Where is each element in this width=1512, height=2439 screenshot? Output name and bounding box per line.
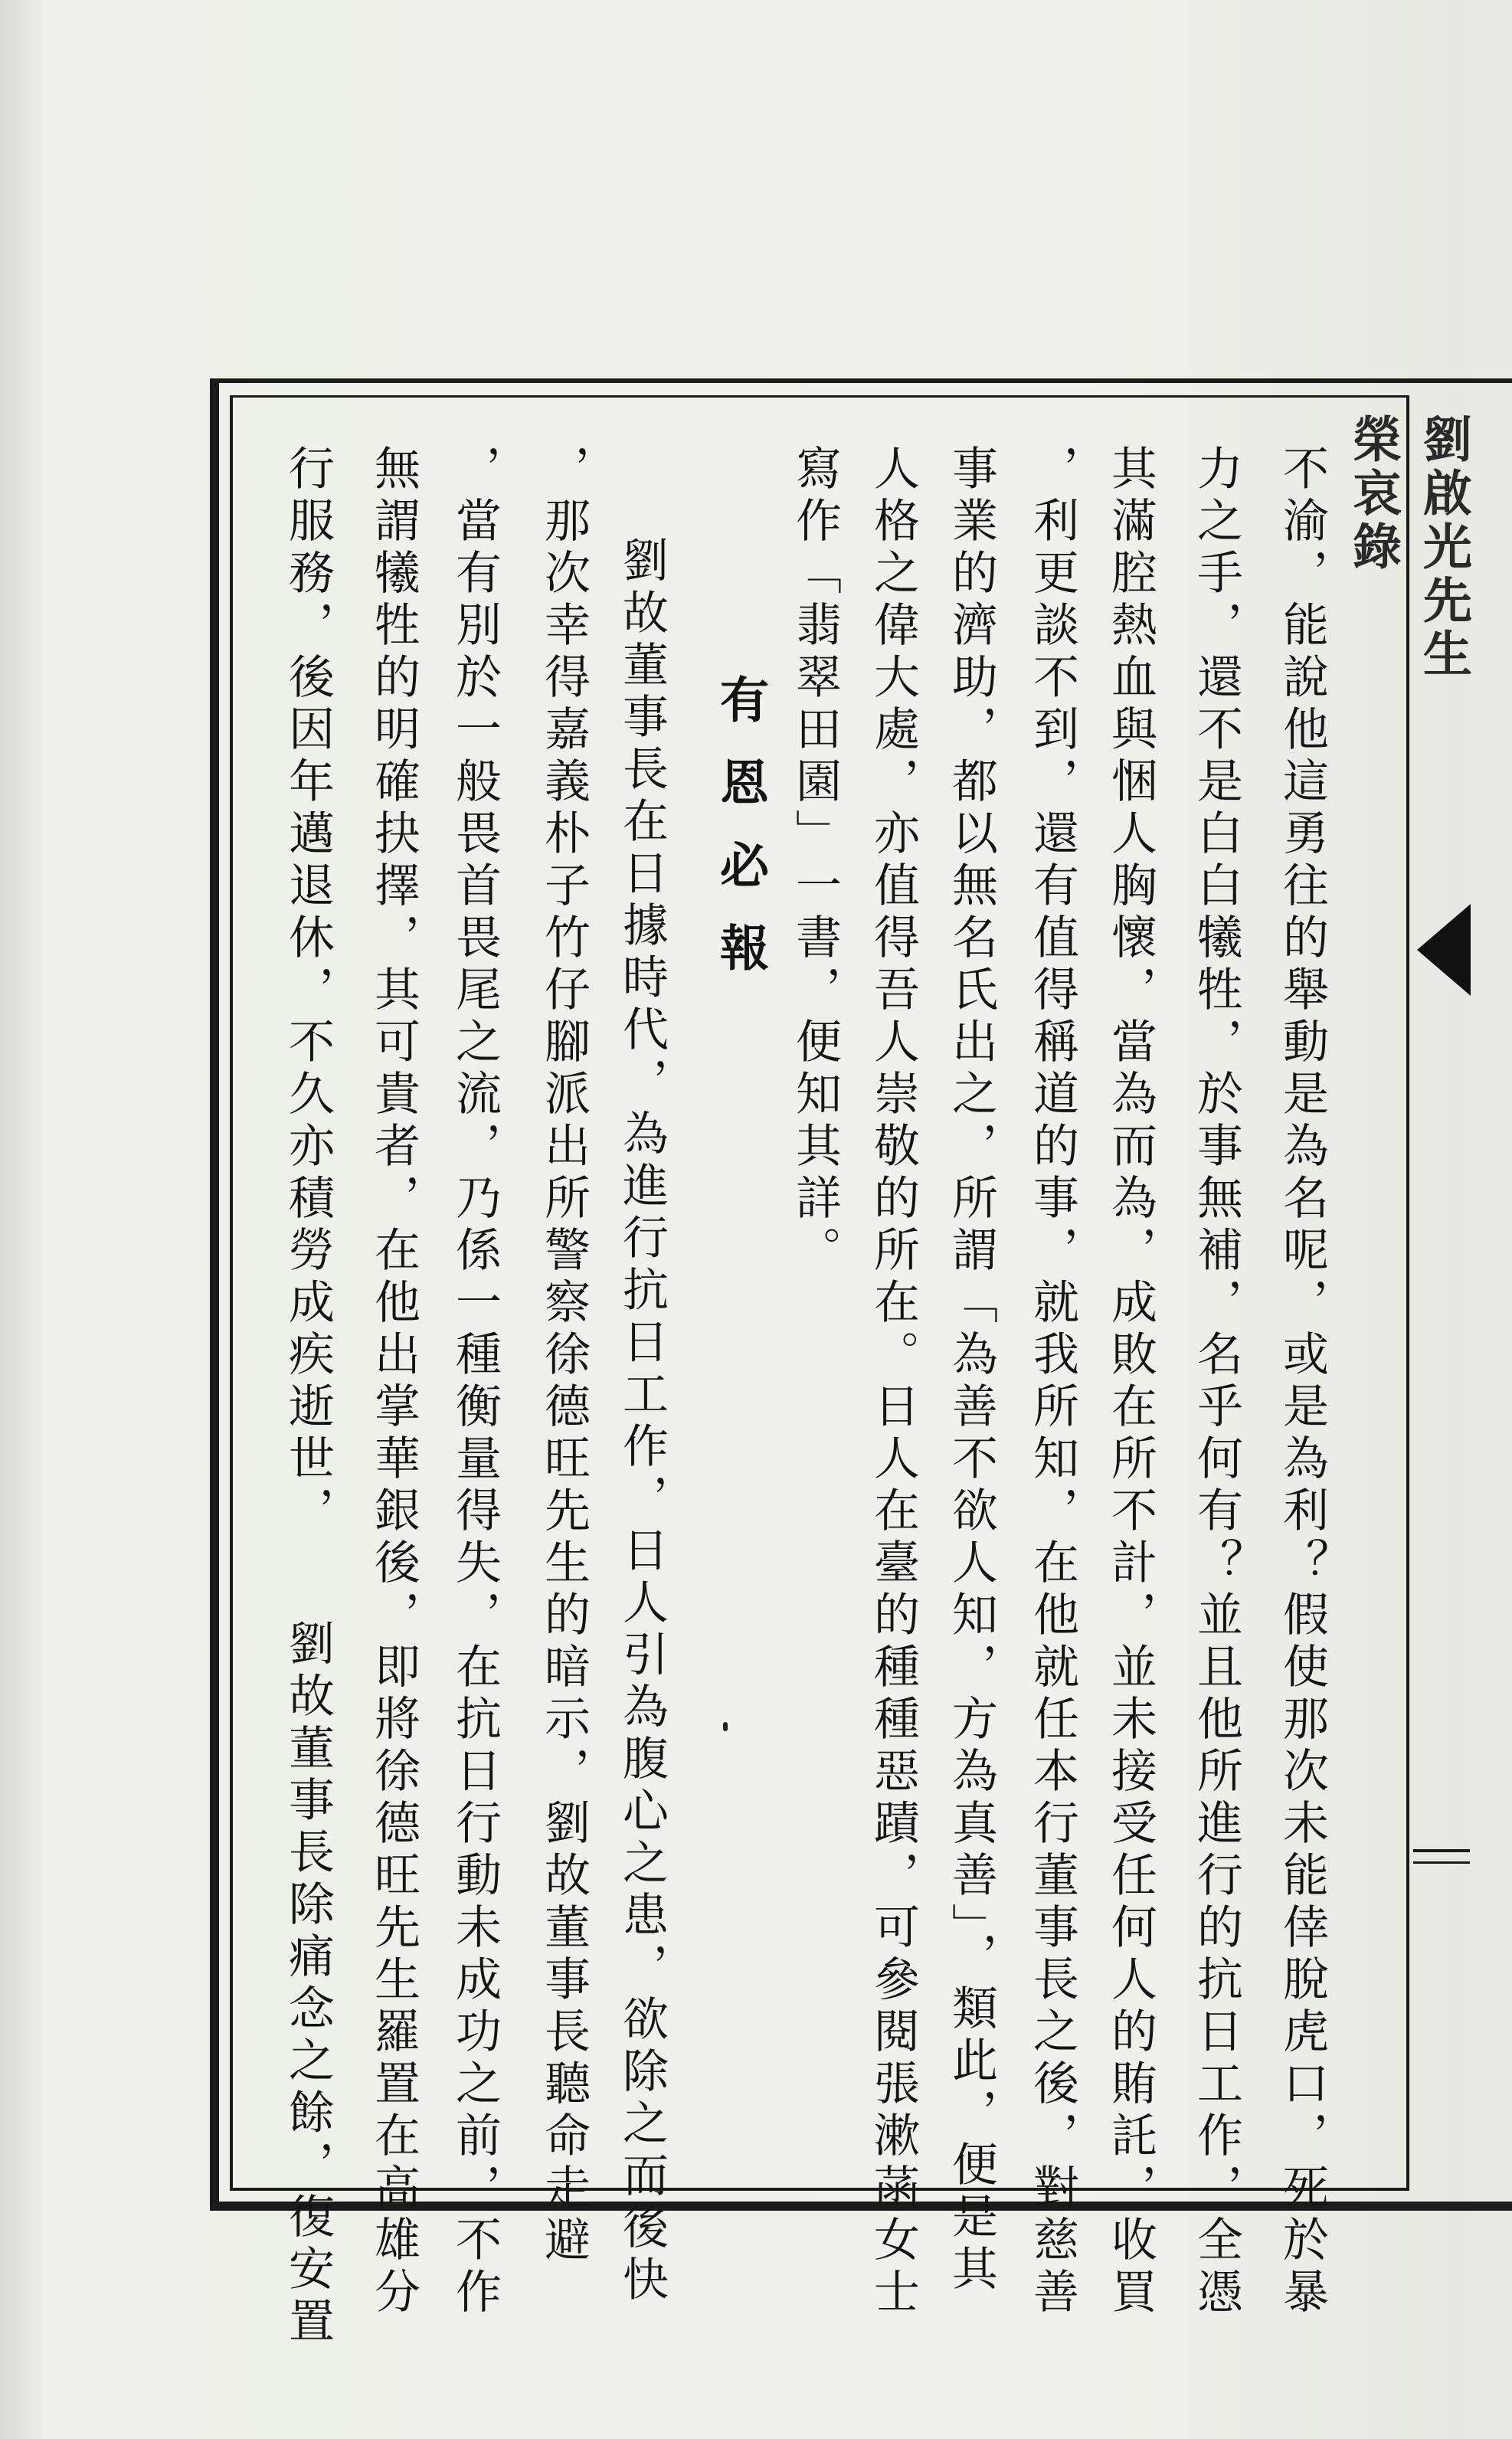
- edge-marker-line: [1413, 1861, 1470, 1864]
- text-column-5: 事業的濟助，都以無名氏出之，所謂「為善不欲人知，方為真善」，類此，便是其: [944, 444, 998, 2297]
- edge-marker-triangle: [1417, 904, 1471, 996]
- running-title: 劉啟光先生榮哀錄: [1344, 414, 1472, 682]
- edge-marker-line: [1413, 1849, 1470, 1852]
- text-column-6: 人格之偉大處，亦值得吾人崇敬的所在。日人在臺的種種惡蹟，可參閱張漱菡女士: [866, 444, 920, 2320]
- text-column-1: 不渝，能說他這勇往的舉動是為名呢，或是為利？假使那次未能倖脫虎口，死於暴: [1275, 444, 1329, 2320]
- text-column-11: 無謂犧牲的明確抉擇，其可貴者，在他出掌華銀後，即將徐德旺先生羅置在高雄分: [367, 444, 421, 2320]
- text-column-9: ，那次幸得嘉義朴子竹仔腳派出所警察徐德旺先生的暗示，劉故董事長聽命走避: [537, 444, 591, 2267]
- text-column-3: 其滿腔熱血與悃人胸懷，當為而為，成敗在所不計，並未接受任何人的賄託，收買: [1104, 444, 1157, 2320]
- text-column-2: 力之手，還不是白白犧牲，於事無補，名乎何有？並且他所進行的抗日工作，全憑: [1190, 444, 1243, 2320]
- text-column-12: 行服務，後因年邁退休，不久亦積勞成疾逝世， 劉故董事長除痛念之餘，復安置: [281, 444, 335, 2349]
- text-column-4: ，利更談不到，還有值得稱道的事，就我所知，在他就任本行董事長之後，對慈善: [1026, 444, 1079, 2320]
- text-column-7: 寫作「翡翠田園」一書，便知其詳。: [788, 444, 842, 1278]
- print-speck: [723, 1722, 728, 1731]
- text-column-10: ，當有別於一般畏首畏尾之流，乃係一種衡量得失，在抗日行動未成功之前，不作: [448, 444, 502, 2320]
- section-heading: 有恩必報: [712, 674, 769, 1005]
- text-column-8: 劉故董事長在日據時代，為進行抗日工作，日人引為腹心之患，欲除之而後快: [615, 536, 669, 2307]
